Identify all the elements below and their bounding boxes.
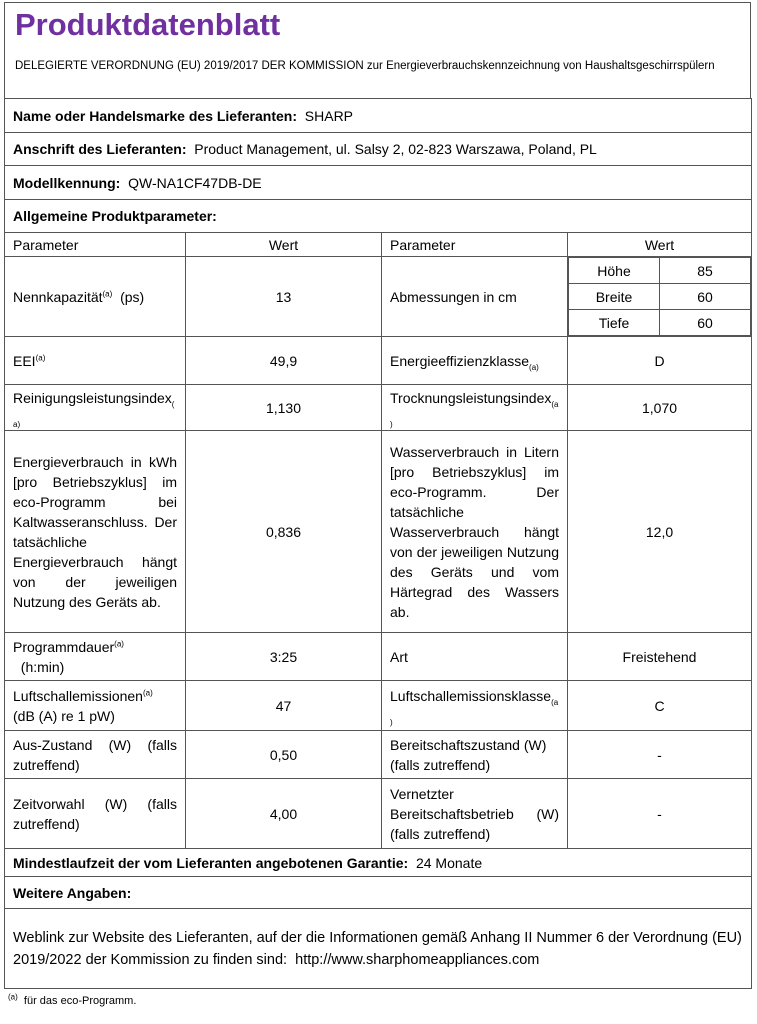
- duration-row: [5, 633, 752, 681]
- duration-value: 3:25: [186, 633, 382, 681]
- product-data-sheet: [4, 2, 751, 1007]
- drying-label: Trocknungsleistungsindex: [390, 389, 552, 406]
- duration-unit: (h:min): [20, 658, 65, 675]
- capacity-value: 13: [186, 257, 382, 337]
- delay-label: Zeitvorwahl (W) (falls zutreffend): [5, 779, 186, 849]
- regulation-subtitle: DELEGIERTE VERORDNUNG (EU) 2019/2017 DER KOMMISSION zur Energieverbrauchskennzeichnung von Haushaltsgeschirrspülern: [15, 60, 715, 72]
- water-label: Wasserverbrauch in Litern [pro Betriebszyklus] im eco-Programm. Der tatsächliche Wasserverbrauch hängt von der jeweiligen Nutzung des Geräts und vom Härtegrad des Wassers ab.: [382, 431, 568, 633]
- type-label: Art: [382, 633, 568, 681]
- model-label: Modellkennung:: [13, 174, 121, 191]
- col-value-left: Wert: [186, 233, 382, 257]
- height-label: Höhe: [569, 258, 660, 284]
- footnote-marker: (a): [35, 352, 46, 362]
- noise-label: Luftschallemissionen: [13, 687, 143, 704]
- energy-value: 0,836: [186, 431, 382, 633]
- energy-label: Energieverbrauch in kWh [pro Betriebszyklus] im eco-Programm bei Kaltwasseranschluss. Der tatsächliche Energieverbrauch hängt von der jeweiligen Nutzung des Geräts ab.: [5, 431, 186, 633]
- footnote-marker: (a): [142, 687, 153, 697]
- drying-value: 1,070: [568, 385, 752, 431]
- capacity-row: [5, 257, 752, 337]
- cleaning-value: 1,130: [186, 385, 382, 431]
- footnote-marker: (a): [529, 362, 539, 372]
- energy-class-value: D: [568, 337, 752, 385]
- delay-row: [5, 779, 752, 849]
- energy-class-label: Energieeffizienzklasse: [390, 352, 530, 369]
- col-value-right: Wert: [568, 233, 752, 257]
- off-mode-value: 0,50: [186, 731, 382, 779]
- capacity-unit: (ps): [120, 288, 145, 305]
- dimensions-table: [568, 257, 751, 336]
- duration-label: Programmdauer: [13, 638, 115, 655]
- type-value: Freistehend: [568, 633, 752, 681]
- warranty-row: [5, 849, 752, 877]
- noise-value: 47: [186, 681, 382, 731]
- footnote-marker: (a): [390, 399, 559, 429]
- supplier-address-label: Anschrift des Lieferanten:: [13, 141, 187, 157]
- additional-heading-row: [5, 877, 752, 909]
- additional-text-row: [5, 909, 752, 989]
- footnote-marker: (a): [114, 638, 124, 648]
- height-value: 85: [660, 258, 751, 284]
- footnote-marker: (a): [390, 697, 559, 727]
- eei-row: [5, 337, 752, 385]
- standby-value: -: [568, 731, 752, 779]
- eei-value: 49,9: [186, 337, 382, 385]
- warranty-label: Mindestlaufzeit der vom Lieferanten angebotenen Garantie:: [13, 854, 409, 871]
- noise-class-value: C: [568, 681, 752, 731]
- model-row: [5, 166, 752, 200]
- model-value: QW-NA1CF47DB-DE: [128, 174, 262, 191]
- supplier-name-label: Name oder Handelsmarke des Lieferanten:: [13, 107, 297, 124]
- supplier-name-row: [5, 99, 752, 133]
- dimensions-label: Abmessungen in cm: [382, 257, 568, 337]
- eei-label: EEI: [13, 352, 36, 369]
- page-title: Produktdatenblatt: [15, 7, 281, 42]
- col-param-right: Parameter: [382, 233, 568, 257]
- supplier-name-value: SHARP: [304, 107, 354, 124]
- supplier-website-link[interactable]: http://www.sharphomeappliances.com: [295, 951, 540, 968]
- cleaning-row: [5, 385, 752, 431]
- footnote-text: für das eco-Programm.: [23, 995, 137, 1007]
- supplier-address-row: [5, 133, 752, 166]
- off-mode-row: [5, 731, 752, 779]
- col-param-left: Parameter: [5, 233, 186, 257]
- networked-value: -: [568, 779, 752, 849]
- off-mode-label: Aus-Zustand (W) (falls zutreffend): [5, 731, 186, 779]
- supplier-address-value: Product Management, ul. Salsy 2, 02-823 Warszawa, Poland, PL: [194, 141, 597, 157]
- footnote-marker: (a): [102, 288, 113, 298]
- width-label: Breite: [569, 284, 660, 310]
- footnote-marker: (a): [13, 399, 175, 429]
- footnote: [4, 992, 751, 1007]
- energy-water-row: [5, 431, 752, 633]
- column-header-row: [5, 233, 752, 257]
- parameter-table: [4, 98, 752, 989]
- noise-unit: (dB (A) re 1 pW): [13, 707, 115, 724]
- footnote-marker: (a): [8, 992, 18, 1002]
- additional-text: Weblink zur Website des Lieferanten, auf der die Informationen gemäß Anhang II Nummer 6 der Verordnung (EU) 2019/2022 der Kommission zu finden sind:: [13, 929, 742, 968]
- general-heading: Allgemeine Produktparameter:: [5, 200, 752, 233]
- width-value: 60: [660, 284, 751, 310]
- capacity-label: Nennkapazität: [13, 288, 103, 305]
- noise-row: [5, 681, 752, 731]
- header: [4, 2, 751, 98]
- networked-label: Vernetzter Bereitschaftsbetrieb (W) (falls zutreffend): [382, 779, 568, 849]
- depth-label: Tiefe: [569, 310, 660, 336]
- general-heading-row: [5, 200, 752, 233]
- warranty-value: 24 Monate: [415, 854, 483, 871]
- water-value: 12,0: [568, 431, 752, 633]
- additional-heading: Weitere Angaben:: [5, 877, 752, 909]
- depth-value: 60: [660, 310, 751, 336]
- standby-label: Bereitschaftszustand (W) (falls zutreffend): [382, 731, 568, 779]
- cleaning-label: Reinigungsleistungsindex: [13, 389, 172, 406]
- noise-class-label: Luftschallemissionsklasse: [390, 687, 552, 704]
- delay-value: 4,00: [186, 779, 382, 849]
